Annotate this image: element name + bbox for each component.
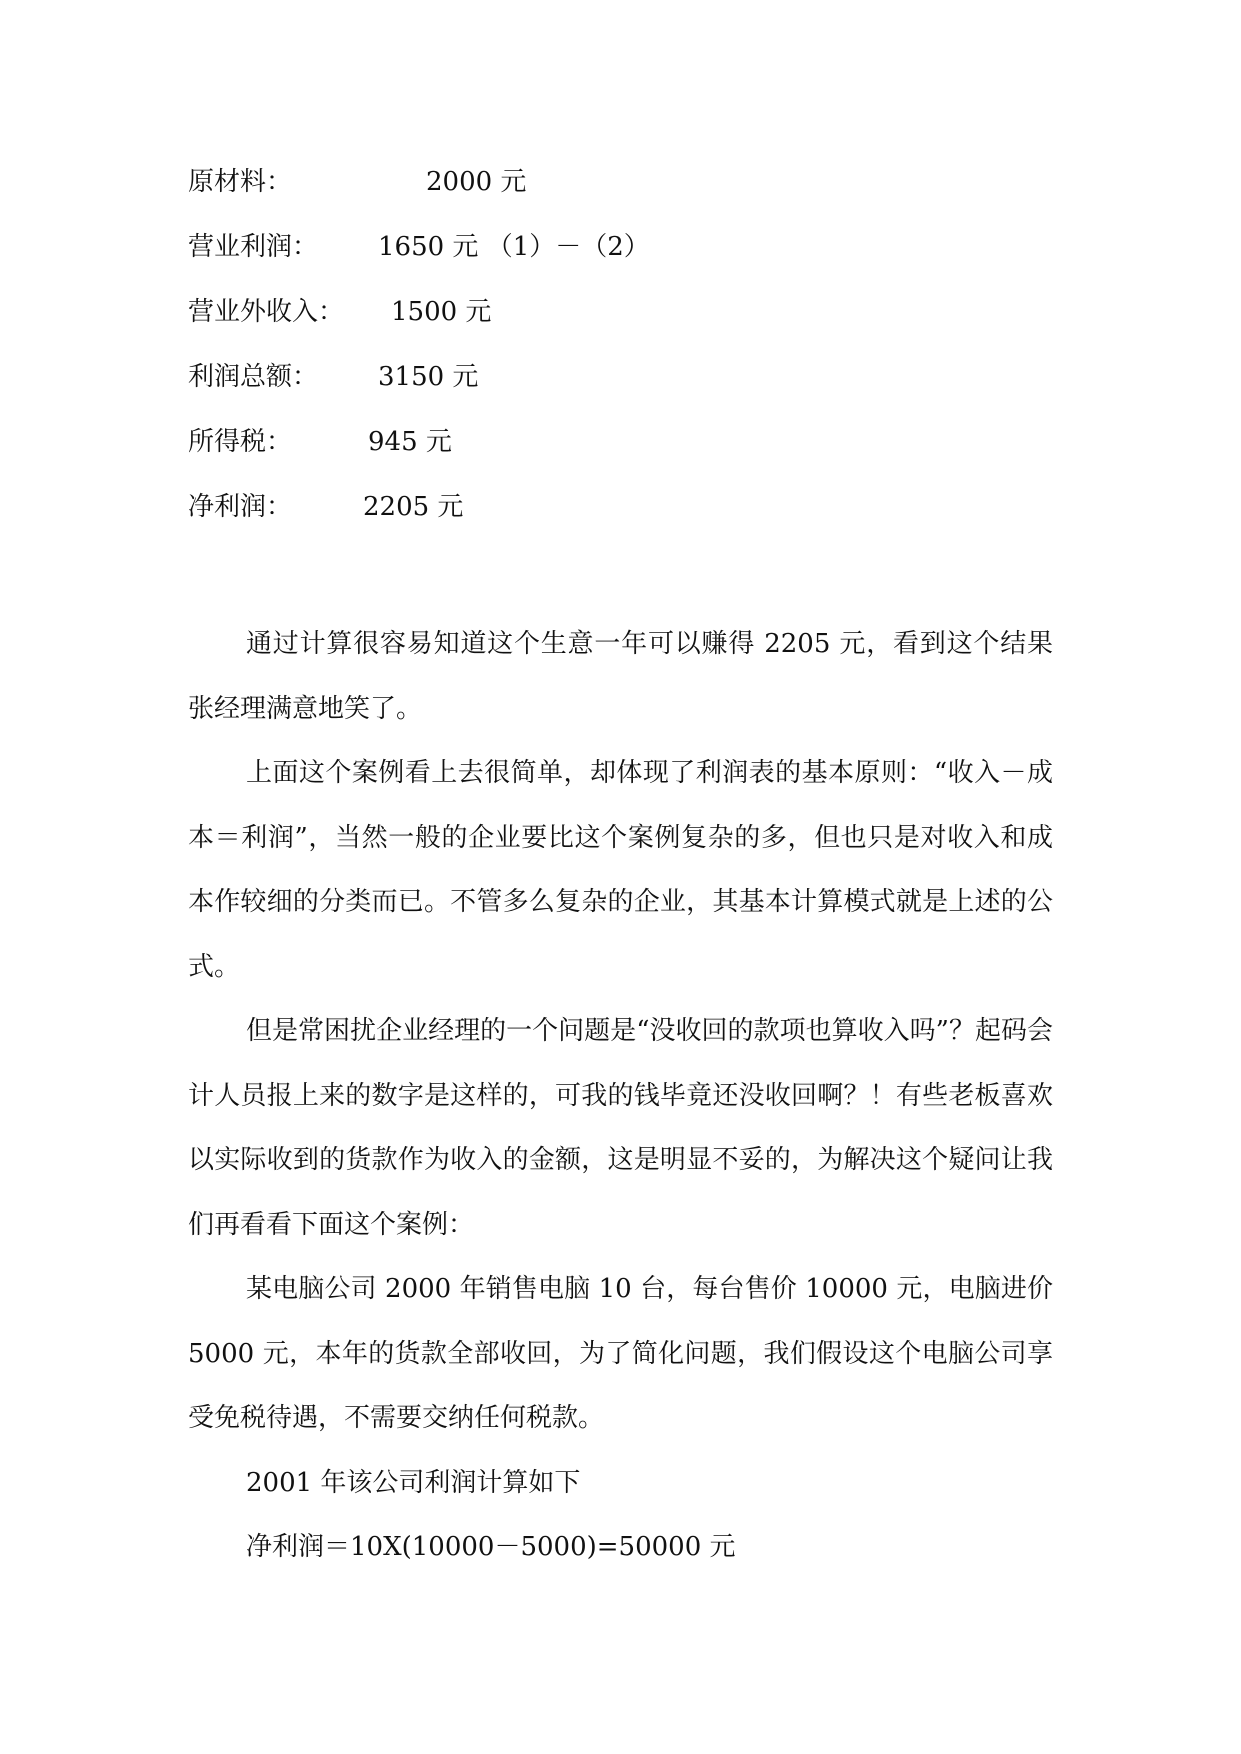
ledger-value: 2205 元 [363,492,464,522]
ledger-label: 所得税： [188,427,293,457]
ledger-value: 1500 元 [391,297,492,327]
ledger-value: 945 元 [368,427,452,457]
profit-ledger [188,160,888,550]
ledger-row-total-profit [188,355,888,420]
ledger-row-non-operating-income [188,290,888,355]
ledger-row-net-profit [188,485,888,550]
paragraph: 通过计算很容易知道这个生意一年可以赚得 2205 元，看到这个结果张经理满意地笑了。 [188,629,1053,724]
ledger-value: 2000 元 [426,167,527,197]
ledger-value: 1650 元 （1）－（2） [378,232,650,262]
body-text [188,612,1053,1580]
paragraph: 上面这个案例看上去很简单，却体现了利润表的基本原则：“收入－成本＝利润”，当然一般的企业要比这个案例复杂的多，但也只是对收入和成本作较细的分类而已。不管多么复杂的企业，其基本计算模式就是上述的公式。 [188,758,1053,982]
ledger-label: 利润总额： [188,362,319,392]
ledger-row-raw-materials [188,160,888,225]
paragraph: 净利润＝10X(10000－5000)=50000 元 [246,1532,736,1562]
ledger-row-income-tax [188,420,888,485]
paragraph: 2001 年该公司利润计算如下 [246,1467,581,1498]
paragraph: 但是常困扰企业经理的一个问题是“没收回的款项也算收入吗”？起码会计人员报上来的数字是这样的，可我的钱毕竟还没收回啊？！有些老板喜欢以实际收到的货款作为收入的金额，这是明显不妥的，为解决这个疑问让我们再看看下面这个案例： [188,1016,1053,1240]
paragraph: 某电脑公司 2000 年销售电脑 10 台，每台售价 10000 元，电脑进价 5000 元，本年的货款全部收回，为了简化问题，我们假设这个电脑公司享受免税待遇，不需要交纳任何税款。 [188,1274,1053,1433]
ledger-label: 营业利润： [188,232,319,262]
ledger-row-operating-profit [188,225,888,290]
ledger-value: 3150 元 [378,362,479,392]
ledger-label: 原材料： [188,167,293,197]
ledger-label: 净利润： [188,492,293,522]
ledger-label: 营业外收入： [188,297,345,327]
